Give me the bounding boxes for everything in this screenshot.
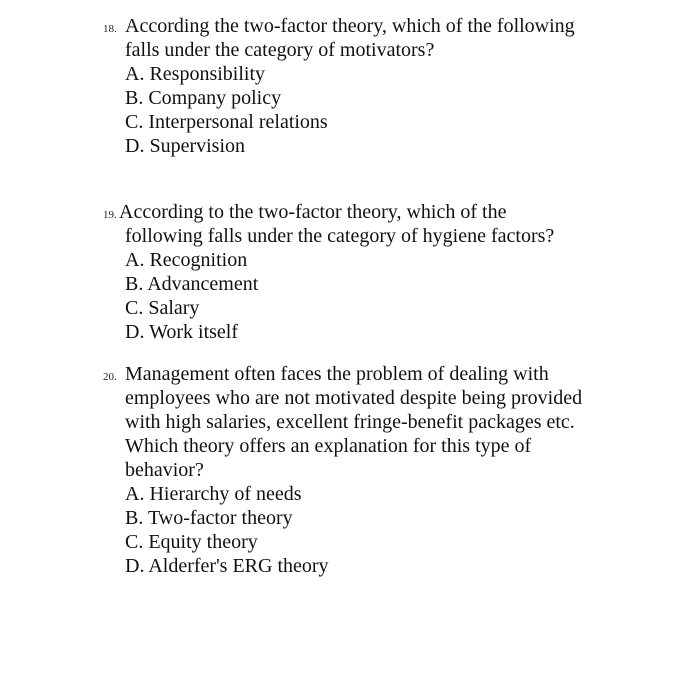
answer-options xyxy=(125,482,329,578)
question-text-line: falls under the category of motivators? xyxy=(125,39,435,61)
option-c[interactable]: C. Equity theory xyxy=(125,531,258,553)
option-c[interactable]: C. Salary xyxy=(125,297,200,319)
question-number: 20. xyxy=(103,371,117,383)
option-a[interactable]: A. Hierarchy of needs xyxy=(125,483,302,505)
question-text-line: employees who are not motivated despite being provided xyxy=(125,387,583,409)
question-number: 18. xyxy=(103,23,117,35)
option-d[interactable]: D. Work itself xyxy=(125,321,239,343)
question-text-line: with high salaries, excellent fringe-benefit packages etc. xyxy=(125,411,575,433)
option-b[interactable]: B. Company policy xyxy=(125,87,282,109)
question-text-line: following falls under the category of hygiene factors? xyxy=(125,225,555,247)
option-a[interactable]: A. Responsibility xyxy=(125,63,266,85)
question-text-line: behavior? xyxy=(125,459,204,481)
question-text-line: According the two-factor theory, which of the following xyxy=(125,15,575,37)
option-d[interactable]: D. Supervision xyxy=(125,135,245,157)
question-text-line: Which theory offers an explanation for this type of xyxy=(125,435,532,457)
answer-options xyxy=(125,62,328,158)
question-text-line: Management often faces the problem of dealing with xyxy=(125,363,549,385)
question-number: 19. xyxy=(103,209,117,221)
option-d[interactable]: D. Alderfer's ERG theory xyxy=(125,555,329,577)
question-text-line: According to the two-factor theory, which of the xyxy=(119,201,507,223)
option-b[interactable]: B. Two-factor theory xyxy=(125,507,293,529)
option-a[interactable]: A. Recognition xyxy=(125,249,248,271)
answer-options xyxy=(125,248,258,344)
option-c[interactable]: C. Interpersonal relations xyxy=(125,111,328,133)
option-b[interactable]: B. Advancement xyxy=(125,273,259,295)
